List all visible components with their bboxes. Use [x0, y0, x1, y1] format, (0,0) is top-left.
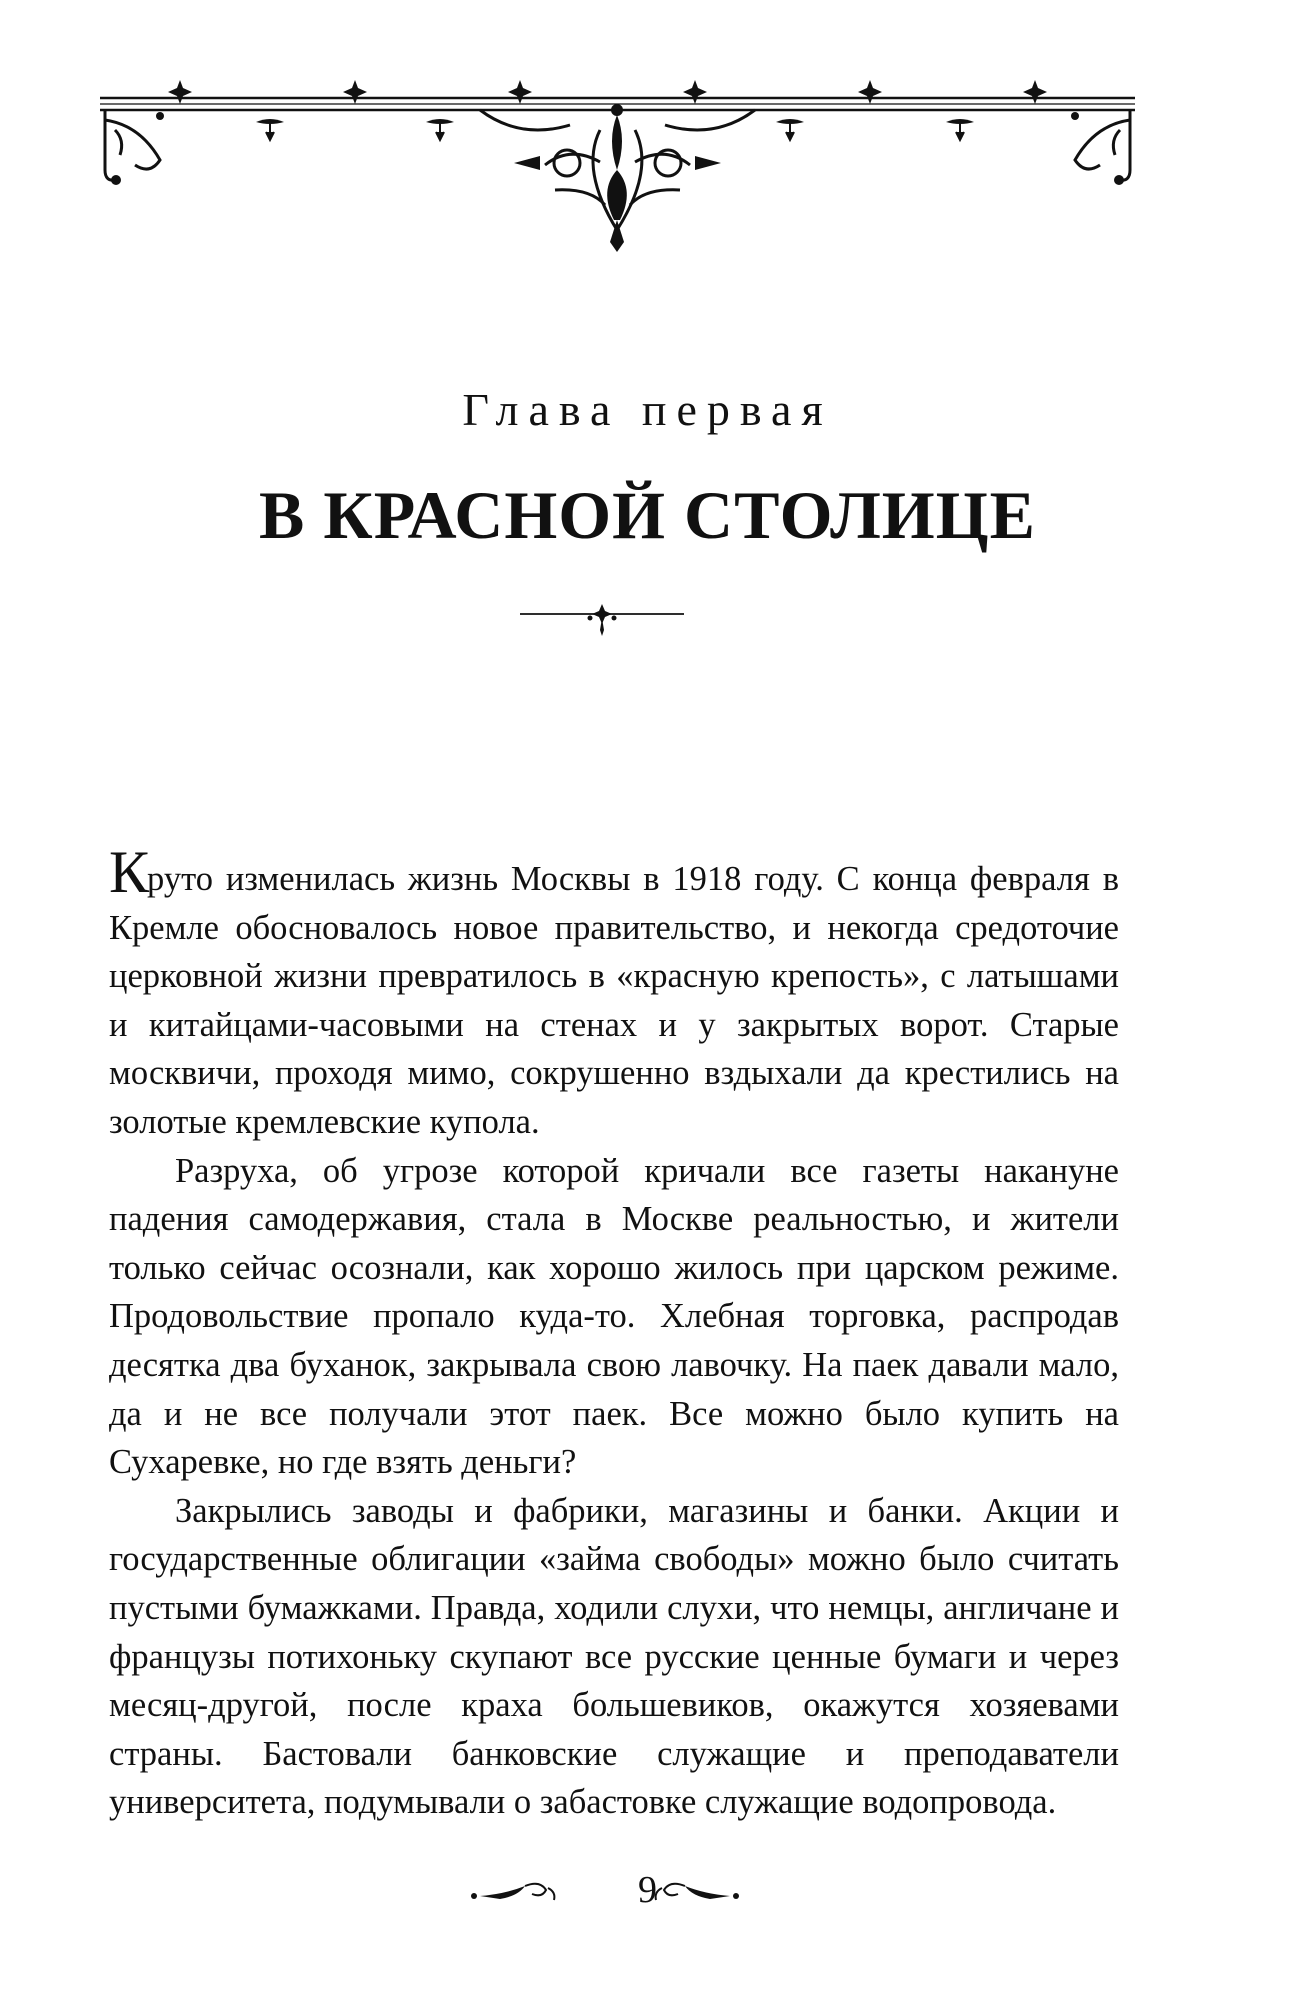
page-footer	[0, 1868, 1295, 1918]
drop-letter: К	[109, 839, 148, 905]
paragraph-text: руто изменилась жизнь Москвы в 1918 году. С конца февраля в Кремле обосновалось новое правительство, и некогда средоточие церковной жизни превратилось в «красную крепость», с латышами и китайцами-часовыми на стенах и у закрытых ворот. Старые москвичи, проходя мимо, сокрушенно вздыхали да крестились на золотые кремлевские купола.	[109, 860, 1119, 1141]
paragraph: Разруха, об угрозе которой кричали все газеты накануне падения самодержавия, стала в Москве реальностью, и жители только сейчас осознали, как хорошо жилось при царском режиме. Продовольствие пропало куда-то. Хлебная торговка, распродав десятка два буханок, закрывала свою лавочку. На паек давали мало, да и не все получали этот паек. Все можно было купить на Сухаревке, но где взять деньги?	[109, 1151, 1119, 1482]
ornamental-headpiece	[100, 70, 1135, 255]
chapter-title: В КРАСНОЙ СТОЛИЦЕ	[259, 477, 1036, 553]
paragraph: Закрылись заводы и фабрики, магазины и банки. Акции и государственные облигации «займа свободы» можно было считать пустыми бумажками. Правда, ходили слухи, что немцы, англичане и французы потихоньку скупают все русские ценные бумаги и через месяц-другой, после краха большевиков, окажутся хозяевами страны. Бастовали банковские служащие и преподаватели университета, подумывали о забастовке служащие водопровода.	[109, 1491, 1119, 1822]
footer-ornament-right	[650, 1878, 740, 1908]
body-text	[109, 839, 1119, 1827]
ornamental-divider	[520, 600, 684, 640]
paragraph	[109, 839, 1119, 1147]
page-number: 9	[638, 1869, 657, 1911]
chapter-label: Глава первая	[462, 384, 833, 435]
